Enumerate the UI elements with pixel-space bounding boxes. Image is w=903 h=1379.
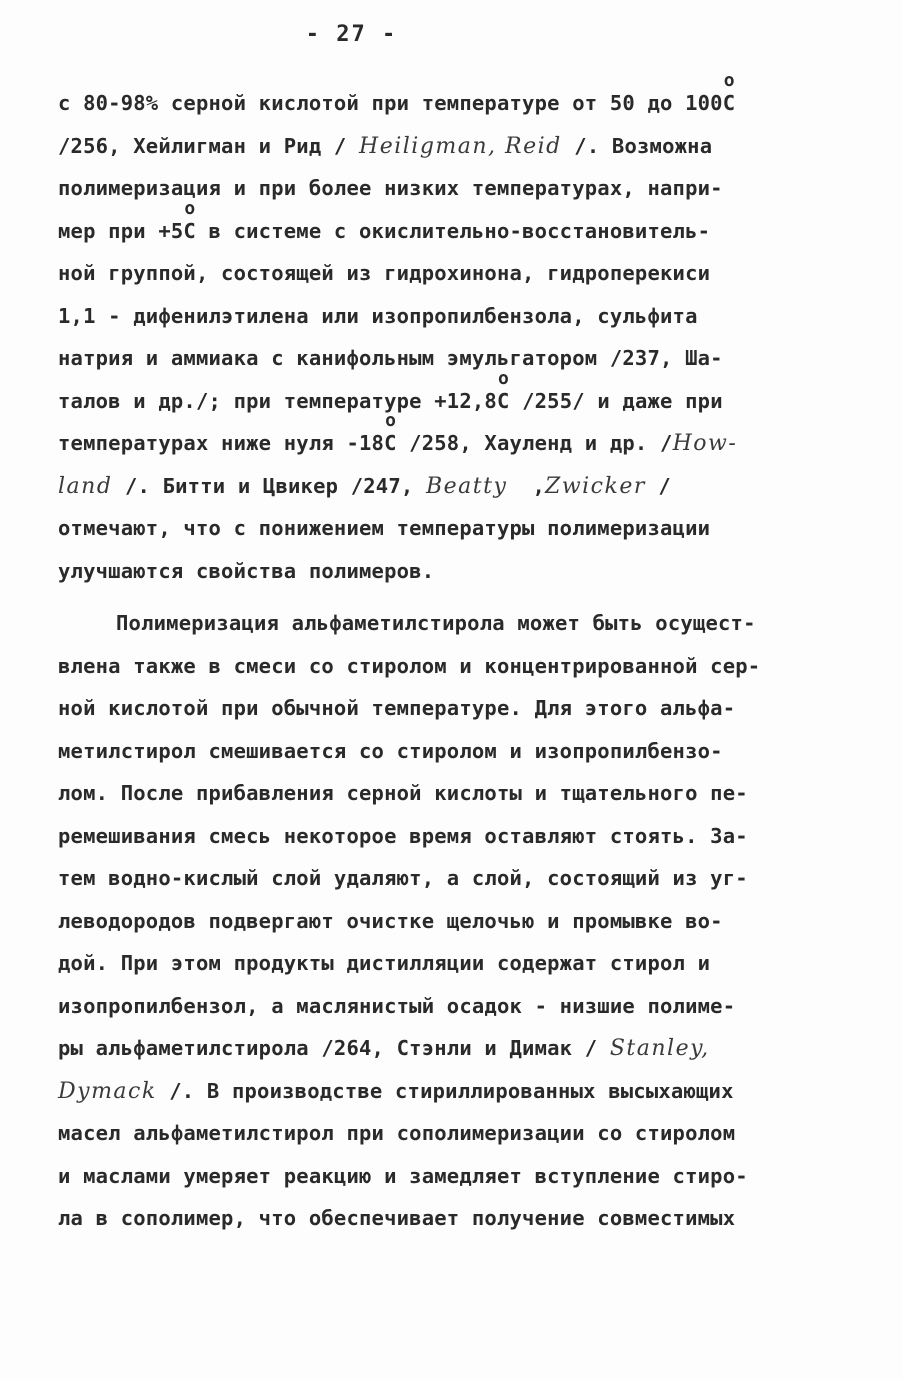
text-span: /256, Хейлигман и Рид / xyxy=(58,133,360,158)
text-line: тем водно-кислый слой удаляют, а слой, состоящий из уг- xyxy=(58,866,748,890)
text-line: отмечают, что с понижением температуры полимеризации xyxy=(58,516,711,540)
text-span: /. В производстве стириллированных высыхающих xyxy=(156,1078,734,1103)
text-line xyxy=(58,380,858,423)
handwritten-name: How- xyxy=(672,431,738,456)
handwritten-name: Dymack xyxy=(58,1078,157,1104)
degree-mark: o C xyxy=(723,82,736,125)
text-line: улучшаются свойства полимеров. xyxy=(58,558,435,583)
document-body xyxy=(58,82,858,1240)
text-line: 1,1 - дифенилэтилена или изопропилбензола, сульфита xyxy=(58,303,698,328)
text-span: ры альфаметилстирола /264, Стэнли и Димак / xyxy=(58,1036,610,1060)
text-line xyxy=(58,125,858,168)
text-line xyxy=(58,1070,858,1113)
text-line: ной группой, состоящей из гидрохинона, гидроперекиси xyxy=(58,261,711,285)
text-span: /. Битти и Цвикер /247, xyxy=(112,473,426,498)
text-span: мер при +5 xyxy=(58,218,184,243)
paragraph-first-line: Полимеризация альфаметилстирола может быть осущест- xyxy=(116,611,756,635)
text-span: /. Возможна xyxy=(561,133,713,158)
text-line xyxy=(58,465,858,508)
text-span: , xyxy=(507,473,546,498)
text-line: масел альфаметилстирол при сополимеризации со стиролом xyxy=(58,1121,736,1145)
text-span: температурах ниже нуля -18 xyxy=(58,431,385,455)
text-span: с 80-98% серной кислотой при температуре от 50 до 100 xyxy=(58,91,723,115)
handwritten-name: land xyxy=(58,473,113,499)
text-line: и маслами умеряет реакцию и замедляет вступление стиро- xyxy=(58,1163,748,1188)
text-span: / xyxy=(645,473,671,498)
degree-mark: o C в системе с окислительно-восстановитель- xyxy=(183,210,710,253)
text-line xyxy=(58,82,858,125)
text-line: полимеризация и при более низких температурах, напри- xyxy=(58,176,723,200)
handwritten-name: Heiligman, Reid xyxy=(359,133,562,159)
text-line: метилстирол смешивается со стиролом и изопропилбензо- xyxy=(58,738,723,763)
degree-mark: o C /255/ и даже при xyxy=(497,380,723,423)
handwritten-name: Zwicker xyxy=(545,473,646,499)
text-line: ла в сополимер, что обеспечивает получение совместимых xyxy=(58,1206,736,1230)
text-span: талов и др./; при температуре +12,8 xyxy=(58,388,497,413)
text-line: ремешивания смесь некоторое время оставляют стоять. За- xyxy=(58,823,748,848)
text-line xyxy=(58,422,858,465)
text-line xyxy=(58,1027,858,1070)
page-number: - 27 - xyxy=(305,22,398,47)
handwritten-name: Beatty xyxy=(425,473,508,499)
paragraph-gap xyxy=(58,592,858,602)
handwritten-name: Stanley, xyxy=(609,1036,710,1061)
text-line: изопропилбензол, а маслянистый осадок - низшие полиме- xyxy=(58,993,736,1018)
text-line: дой. При этом продукты дистилляции содержат стирол и xyxy=(58,951,711,975)
degree-mark: o C /258, Хауленд и др. / xyxy=(384,422,672,465)
text-line: леводородов подвергают очистке щелочью и промывке во- xyxy=(58,908,723,933)
text-line xyxy=(58,210,858,253)
text-line: ной кислотой при обычной температуре. Для этого альфа- xyxy=(58,696,736,720)
text-line: лом. После прибавления серной кислоты и тщательного пе- xyxy=(58,781,748,805)
text-line: влена также в смеси со стиролом и концентрированной сер- xyxy=(58,653,761,678)
text-line: натрия и аммиака с канифольным эмульгатором /237, Ша- xyxy=(58,346,723,370)
